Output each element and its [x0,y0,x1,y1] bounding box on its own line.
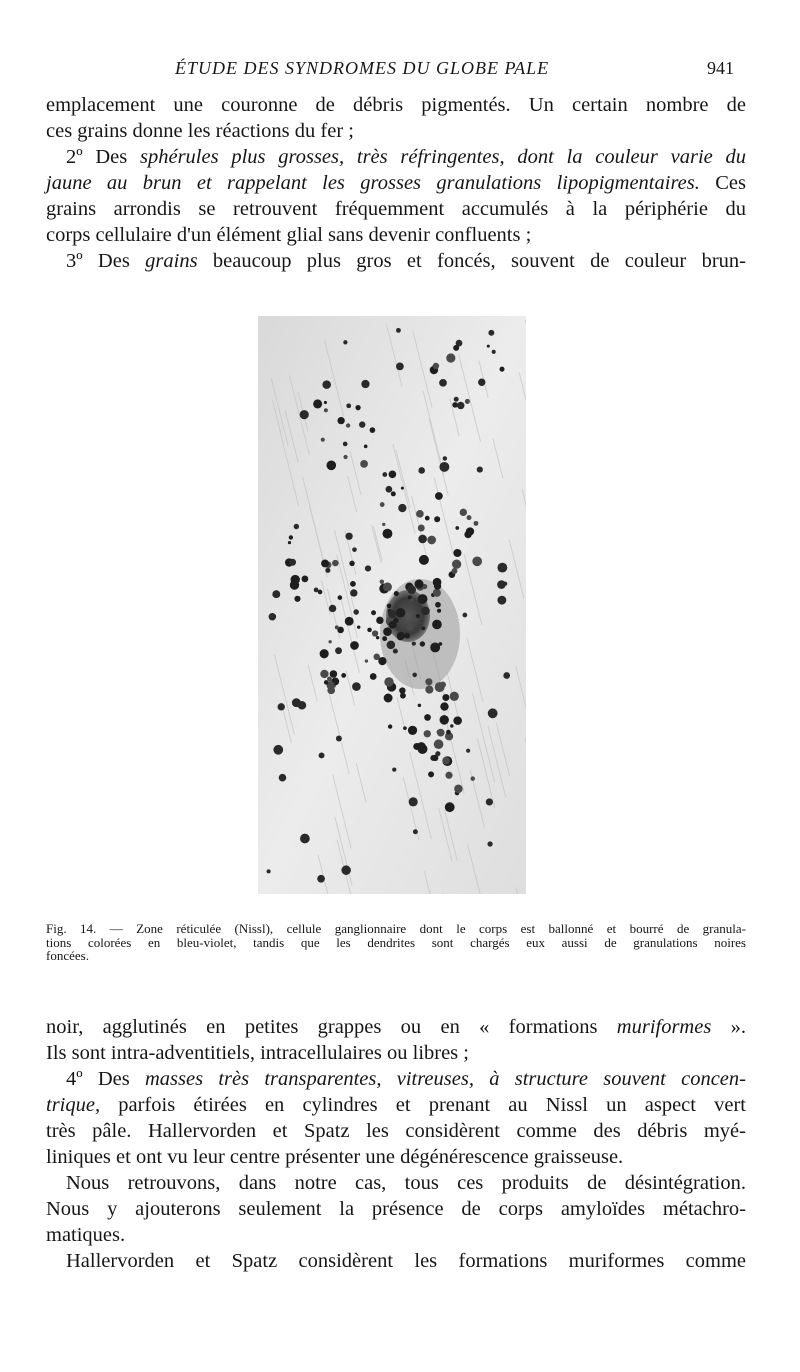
granule-dot [418,704,421,707]
granule-dot [355,405,360,410]
nucleus-dot [443,456,447,460]
granule-dot [434,739,444,749]
text-line [46,1040,746,1066]
granule-dot [383,529,393,539]
granule-dot [321,559,329,567]
text-run: 3º Des [66,250,146,272]
granule-dot [437,730,441,734]
text-line [46,1170,746,1196]
nucleus-dot [439,379,447,387]
granule-dot [442,757,450,765]
granule-dot [383,582,392,591]
granule-dot [394,591,399,596]
granule-dot [380,502,385,507]
granule-dot [433,363,439,369]
granule-dot [445,802,455,812]
italic-run: grains [145,250,198,272]
text-line [46,222,746,248]
text-run: 2º Des [66,146,140,168]
granule-dot [382,523,385,526]
granule-dot [408,595,412,599]
granule-dot [460,509,467,516]
granule-dot [330,670,338,678]
granule-dot [313,399,322,408]
granule-dot [425,686,433,694]
granule-dot [430,642,440,652]
nucleus-dot [294,524,299,529]
nucleus-dot [278,703,285,710]
granule-dot [343,455,347,459]
granule-dot [471,776,475,780]
granule-dot [433,589,441,597]
text-run: corps cellulaire d'un élément glial sans devenir confluents ; [46,224,532,246]
granule-dot [434,516,440,522]
text-line [46,196,746,222]
granule-dot [367,628,372,633]
granule-dot [467,515,472,520]
nucleus-dot [503,581,507,585]
granule-dot [427,536,436,545]
nucleus-dot [325,568,330,573]
micrograph-figure [258,316,526,894]
granule-dot [289,535,293,539]
granule-dot [440,702,448,710]
nucleus-dot [388,610,396,618]
figure-caption [46,922,746,963]
nucleus-dot [488,330,494,336]
text-run: ces grains donne les réactions du fer ; [46,120,354,142]
granule-dot [454,785,463,794]
text-run: ». [711,1016,746,1038]
granule-dot [453,549,461,557]
nucleus-dot [314,588,319,593]
granule-dot [465,399,470,404]
nucleus-dot [386,486,393,493]
granule-dot [434,582,441,589]
nucleus-dot [269,613,277,621]
nucleus-dot [343,442,348,447]
text-run: Ces [699,172,746,194]
text-line [46,1248,746,1274]
caption-line: Fig. 14. — Zone réticulée (Nissl), cellule ganglionnaire dont le corps est ballonné et bourré de granula- [46,921,746,936]
caption-line: tions colorées en bleu-violet, tandis que les dendrites sont chargés eux aussi de granulations noires [46,934,746,950]
nucleus-dot [279,774,287,782]
nucleus-dot [497,596,506,605]
nucleus-dot [466,749,470,753]
nucleus-dot [387,641,396,650]
text-line [46,248,746,274]
granule-dot [397,635,403,641]
granule-dot [324,401,327,404]
granule-dot [407,624,414,631]
granule-dot [435,602,441,608]
running-header [0,58,800,80]
nucleus-dot [492,350,496,354]
granule-dot [418,594,428,604]
nucleus-dot [317,875,325,883]
text-line [46,1092,746,1118]
granule-dot [346,423,350,427]
nucleus-dot [486,798,493,805]
caption-line: foncées. [46,948,89,963]
granule-dot [419,555,429,565]
granule-dot [378,657,386,665]
nucleus-dot [361,380,369,388]
granule-dot [371,610,376,615]
granule-dot [452,568,458,574]
granule-dot [418,525,425,532]
granule-dot [324,408,328,412]
granule-dot [399,687,405,693]
nucleus-dot [345,533,352,540]
granule-dot [350,641,359,650]
granule-dot [345,617,354,626]
nucleus-dot [454,397,459,402]
granule-dot [376,636,379,639]
nucleus-dot [273,745,283,755]
text-run: emplacement une couronne de débris pigmentés. Un certain nombre de [46,94,746,116]
nucleus-dot [341,865,351,875]
granule-dot [425,516,430,521]
granule-dot [372,630,378,636]
text-run: Hallervorden et Spatz considèrent les formations muriformes comme [66,1250,746,1272]
granule-dot [442,694,449,701]
granule-dot [327,677,332,682]
body-text-top [46,92,746,274]
nucleus-dot [488,708,498,718]
granule-dot [301,576,308,583]
nucleus-dot [407,585,416,594]
granule-dot [416,614,420,618]
granule-dot [332,560,338,566]
text-line [46,1066,746,1092]
nucleus-dot [439,462,449,472]
granule-dot [341,673,346,678]
granule-dot [383,627,392,636]
granule-dot [364,445,368,449]
nucleus-dot [462,613,467,618]
nucleus-dot [435,751,440,756]
nucleus-dot [477,466,483,472]
nucleus-dot [503,672,510,679]
nucleus-dot [300,834,310,844]
nucleus-dot [365,565,371,571]
granule-dot [432,620,442,630]
nucleus-dot [346,403,351,408]
granule-dot [425,678,432,685]
text-run: beaucoup plus gros et foncés, souvent de couleur brun- [197,250,746,272]
text-line [46,92,746,118]
granule-dot [288,541,291,544]
text-line [46,1118,746,1144]
text-run: très pâle. Hallervorden et Spatz les considèrent comme des débris myé- [46,1120,746,1142]
granule-dot [453,716,462,725]
granule-dot [384,677,393,686]
granule-dot [360,460,368,468]
granule-dot [424,730,431,737]
nucleus-dot [335,647,342,654]
granule-dot [350,581,356,587]
text-run: Nous y ajouterons seulement la présence de corps amyloïdes métachro- [46,1198,746,1220]
nucleus-dot [336,735,342,741]
granule-dot [413,743,420,750]
granule-dot [365,659,368,662]
text-run: grains arrondis se retrouvent fréquemment accumulés à la périphérie du [46,198,746,220]
granule-dot [384,694,393,703]
italic-run: sphérules plus grosses, très réfringentes, dont la couleur varie du [140,146,746,168]
nucleus-dot [418,467,425,474]
nucleus-dot [289,559,296,566]
granule-dot [401,487,404,490]
nucleus-dot [412,673,417,678]
granule-dot [466,527,474,535]
nucleus-dot [456,340,463,347]
granule-dot [446,353,455,362]
text-line [46,1144,746,1170]
granule-dot [403,726,407,730]
granule-dot [370,673,377,680]
granule-dot [416,510,424,518]
nucleus-dot [382,472,387,477]
granule-dot [335,625,339,629]
text-line [46,1196,746,1222]
nucleus-dot [478,379,485,386]
granule-dot [499,367,504,372]
nucleus-dot [396,328,401,333]
nucleus-dot [409,797,418,806]
nucleus-dot [319,752,325,758]
italic-run: trique, [46,1094,101,1116]
granule-dot [445,772,452,779]
granule-dot [428,771,434,777]
granule-dot [440,682,446,688]
granule-dot [474,521,479,526]
text-run: noir, agglutinés en petites grappes ou en « formations [46,1016,617,1038]
granule-dot [328,640,331,643]
nucleus-dot [329,605,336,612]
nucleus-dot [359,421,365,427]
text-run: 4º Des [66,1068,145,1090]
italic-run: jaune au brun et rappelant les grosses granulations lipopigmentaires. [46,172,700,194]
text-run: Ils sont intra-adventitiels, intracellulaires ou libres ; [46,1042,469,1064]
granule-dot [472,557,482,567]
granule-dot [327,461,337,471]
page-number: 941 [707,58,734,78]
granule-dot [321,438,325,442]
granule-dot [452,560,461,569]
nucleus-dot [272,590,280,598]
granule-dot [440,715,449,724]
nucleus-dot [322,380,331,389]
nucleus-dot [413,829,418,834]
granule-dot [382,636,387,641]
granule-dot [435,492,443,500]
nucleus-dot [412,642,416,646]
granule-dot [421,626,425,630]
nucleus-dot [497,563,507,573]
nucleus-dot [343,340,347,344]
granule-dot [420,641,425,646]
nucleus-dot [487,841,492,846]
nucleus-dot [421,607,430,616]
text-run: matiques. [46,1224,126,1246]
granule-dot [389,621,397,629]
text-run: Nous retrouvons, dans notre cas, tous ces produits de désintégration. [66,1172,746,1194]
granule-dot [320,670,328,678]
text-line [46,1014,746,1040]
granule-dot [387,604,392,609]
granule-dot [324,680,329,685]
granule-dot [424,714,431,721]
nucleus-dot [457,402,465,410]
granule-dot [337,417,344,424]
granule-dot [380,579,384,583]
granule-dot [446,730,451,735]
running-title: ÉTUDE DES SYNDROMES DU GLOBE PALE [175,58,550,78]
granule-dot [388,724,392,728]
granule-dot [414,579,423,588]
nucleus-dot [352,682,361,691]
granule-dot [389,471,397,479]
nucleus-dot [393,649,398,654]
nucleus-dot [300,410,309,419]
granule-dot [376,617,383,624]
italic-run: masses très transparentes, vitreuses, à structure souvent concen- [145,1068,746,1090]
text-line [46,118,746,144]
granule-dot [320,649,329,658]
granule-dot [404,633,410,639]
granule-dot [391,491,396,496]
nucleus-dot [398,504,406,512]
granule-dot [430,755,436,761]
text-line [46,170,746,196]
micrograph-image [258,316,526,894]
granule-dot [437,609,441,613]
nucleus-dot [392,768,396,772]
granule-dot [370,427,376,433]
nucleus-dot [352,547,357,552]
nucleus-dot [418,535,427,544]
italic-run: muriformes [616,1016,712,1038]
granule-dot [487,345,490,348]
text-line [46,1222,746,1248]
granule-dot [450,692,459,701]
body-text-bottom [46,1014,746,1274]
granule-dot [291,575,300,584]
text-line [46,144,746,170]
granule-dot [396,608,405,617]
nucleus-dot [396,362,404,370]
text-run: liniques et ont vu leur centre présenter une dégénérescence graisseuse. [46,1146,624,1168]
granule-dot [294,596,300,602]
nucleus-dot [267,869,271,873]
nucleus-dot [292,698,301,707]
granule-dot [455,526,459,530]
granule-dot [338,595,343,600]
text-run: parfois étirées en cylindres et prenant au Nissl un aspect vert [100,1094,746,1116]
granule-dot [450,724,453,727]
granule-dot [408,726,417,735]
granule-dot [349,561,354,566]
nucleus-dot [353,609,358,614]
nucleus-dot [350,589,357,596]
granule-dot [357,626,360,629]
